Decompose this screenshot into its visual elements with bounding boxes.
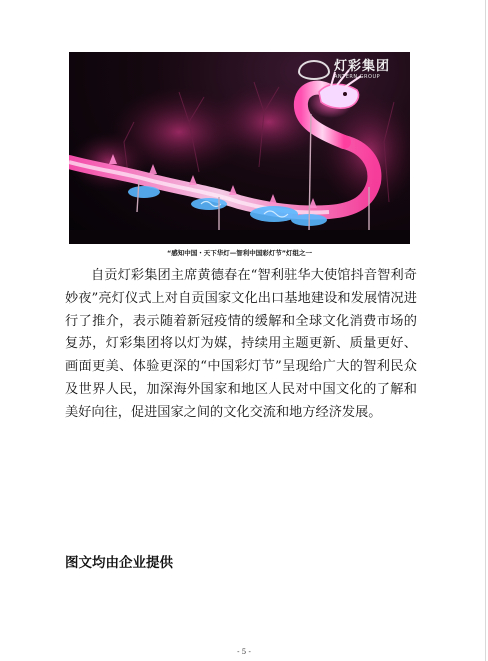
dragon-lantern-illustration [69, 52, 410, 244]
page-edge [485, 0, 486, 661]
logo-name-en: ANTERN GROUP [334, 74, 381, 80]
body-paragraph: 自贡灯彩集团主席黄德春在“智利驻华大使馆抖音智利奇妙夜”亮灯仪式上对自贡国家文化出口基地建设和发展情况进行了推介，表示随着新冠疫情的缓解和全球文化消费市场的复苏，灯彩集团将以灯为媒，持续用主题更新、质量更好、画面更美、体验更深的“中国彩灯节”呈现给广大的智利民众及世界人民，加深海外国家和地区人民对中国文化的了解和美好向往，促进国家之间的文化交流和地方经济发展。 [65, 268, 417, 420]
image-credit: 图文均由企业提供 [65, 555, 173, 571]
page-number: - 5 - [237, 648, 251, 656]
logo-emblem-icon [298, 60, 330, 80]
figure-caption: “感知中国・天下华灯—智利中国彩灯节”灯组之一 [166, 249, 313, 257]
lantern-dragon-photo [69, 52, 410, 244]
company-logo [298, 60, 390, 80]
logo-name-cn: 灯彩集团 [334, 59, 391, 74]
